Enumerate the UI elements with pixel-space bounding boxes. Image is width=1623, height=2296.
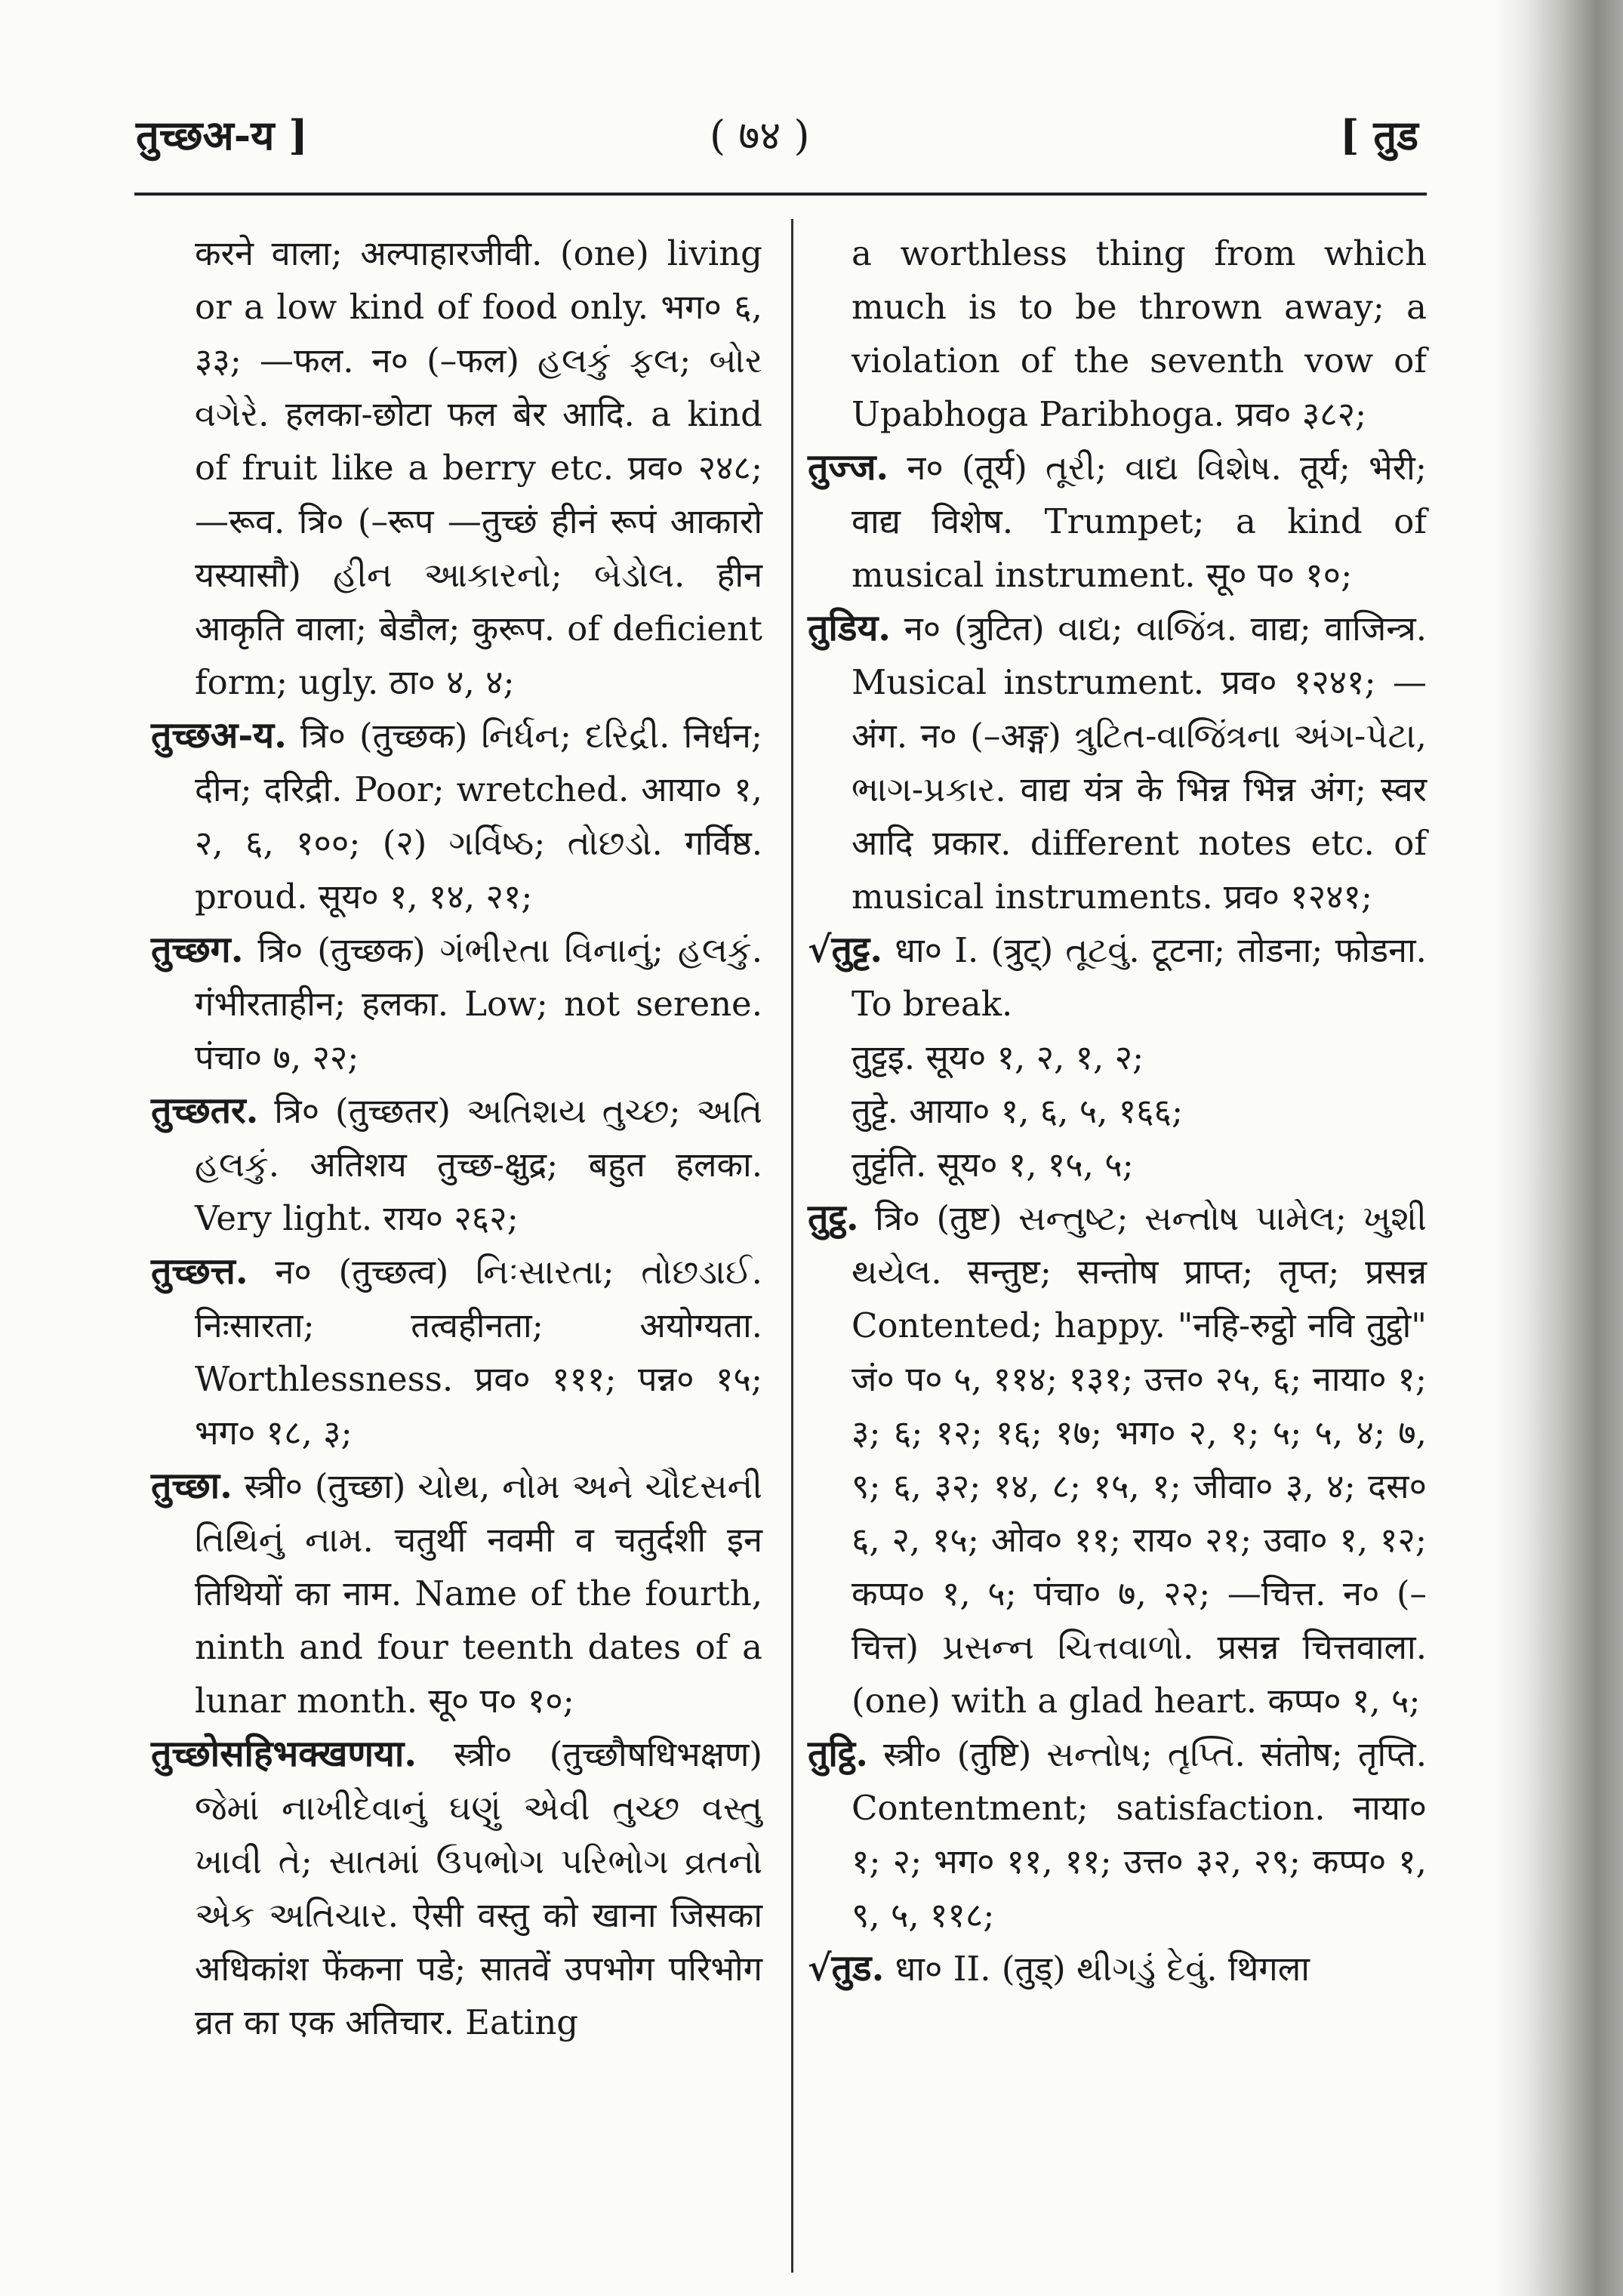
entry-headword: तुडिय. xyxy=(808,607,892,649)
entry-text: त्रि० (तुच्छतर) અતિશય તુચ્છ; અતિ હલકું. अतिशय तुच्छ-क्षुद्र; बहुत हलका. Very light. राय० २६२; xyxy=(195,1091,762,1238)
dictionary-entry xyxy=(151,1084,762,1245)
dictionary-entry xyxy=(151,1459,762,1727)
entry-headword: तुच्छा. xyxy=(151,1465,233,1507)
dictionary-entry xyxy=(808,441,1427,602)
entry-text: त्रि० (तुच्छक) ગંભીરતા વિનાનું; હલકું. गंभीरताहीन; हलका. Low; not serene. पंचा० ७, २२; xyxy=(195,930,762,1077)
entry-text: स्त्री० (तुच्छौषधिभक्षण) જેમાં નાખીદેવાનું ઘણું એવી તુચ્છ વસ્તુ ખાવી તે; સાતમાં ઉપભોગ પરિભોગ વ્રતનો એક અતિચાર. ऐसी वस्तु को खाना जिसका अधिकांश फेंकना पडे; सातवें उपभोग परिभोग व्रत का एक अतिचार. Eating xyxy=(195,1734,762,2042)
dictionary-entry xyxy=(808,1191,1427,1727)
left-column xyxy=(151,227,762,2049)
entry-text: न० (त्रुटित) વાદ્ય; વાજિંત્ર. वाद्य; वाजिन्त्र. Musical instrument. प्रव० १२४१; —अंग. न० (–अङ्ग) ત્રુટિત-વાજિંત્રના અંગ-પેટા, ભાગ-પ્રકાર. वाद्य यंत्र के भिन्न भिन्न अंग; स्वर आदि प्रकार. different notes etc. of musical instruments. प्रव० १२४१; xyxy=(852,609,1427,917)
entry-text: स्त्री० (तुष्टि) સન્તોષ; તૃપ્તિ. संतोष; तृप्ति. Contentment; satisfaction. नाया० १; २; भग० ११, ११; उत्त० ३२, २९; कप्प० १, ९, ५, ११८; xyxy=(852,1734,1427,1935)
entry-text: a worthless thing from which much is to be thrown away; a violation of the seventh vow of Upabhoga Paribhoga. प्रव० ३८२; xyxy=(852,233,1427,434)
entry-text: स्त्री० (तुच्छा) ચોથ, નોમ અને ચૌદસની તિથિનું નામ. चतुर्थी नवमी व चतुर्दशी इन तिथियों का नाम. Name of the fourth, ninth and four teenth dates of a lunar month. सू० प० १०; xyxy=(195,1466,762,1721)
entry-headword: तुज्ज. xyxy=(808,446,889,488)
entry-text: तुट्टइ. सूय० १, २, १, २; xyxy=(852,1037,1144,1077)
right-column xyxy=(808,227,1427,1996)
page-edge-shadow xyxy=(1495,0,1623,2296)
dictionary-entry xyxy=(808,1031,1427,1084)
entry-headword: तुट्ठि. xyxy=(808,1733,868,1775)
entry-text: न० (तूर्य) તૂરી; વાદ્ય વિશેષ. तूर्य; भेरी; वाद्य विशेष. Trumpet; a kind of musical instrument. सू० प० १०; xyxy=(852,448,1427,595)
dictionary-entry xyxy=(808,227,1427,441)
entry-headword: तुच्छोसहिभक्खणया. xyxy=(151,1733,417,1775)
running-head-right: [ तुड xyxy=(1340,111,1419,159)
dictionary-entry xyxy=(151,1245,762,1459)
entry-text: धा० II. (तुड्) થીગડું દેવું. थिगला xyxy=(895,1949,1310,1989)
dictionary-entry xyxy=(808,602,1427,923)
entry-text: न० (तुच्छत्व) નિઃસારતા; તોછડાઈ. निःसारता; तत्वहीनता; अयोग्यता. Worthlessness. प्रव० १११; पन्न० १५; भग० १८, ३; xyxy=(195,1252,762,1453)
entry-text: धा० I. (त्रुट्) તૂટવું. टूटना; तोडना; फोडना. To break. xyxy=(852,930,1427,1024)
column-divider xyxy=(791,219,793,2273)
dictionary-entry xyxy=(151,709,762,923)
dictionary-entry xyxy=(808,1727,1427,1942)
dictionary-entry xyxy=(151,1727,762,2049)
entry-headword: तुच्छअ-य. xyxy=(151,714,287,757)
entry-text: करने वाला; अल्पाहारजीवी. (one) living or a low kind of food only. भग० ६, ३३; —फल. न० (–फल) હલકું ફલ; બોર વગેરે. हलका-छोटा फल बेर आदि. a kind of fruit like a berry etc. प्रव० २४८;—रूव. त्रि० (–रूप —तुच्छं हीनं रूपं आकारो यस्यासौ) હીન આકારનો; બેડોલ. हीन आकृति वाला; बेडौल; कुरूप. of deficient form; ugly. ठा० ४, ४; xyxy=(195,233,762,702)
running-head-left: तुच्छअ-य ] xyxy=(136,111,308,159)
entry-headword: तुट्ठ. xyxy=(808,1197,859,1239)
dictionary-entry xyxy=(808,1942,1427,1996)
dictionary-entry xyxy=(808,1138,1427,1191)
entry-text: तुट्टे. आया० १, ६, ५, १६६; xyxy=(852,1091,1184,1131)
entry-headword: तुच्छत्त. xyxy=(151,1250,248,1293)
entry-text: त्रि० (तुच्छक) નિર્ધન; દરિદ્રી. निर्धन; दीन; दरिद्री. Poor; wretched. आया० १, २, ६, १००; (२) ગર્વિષ્ઠ; તોછડો. गर्विष्ठ. proud. सूय० १, १४, २१; xyxy=(195,716,762,917)
dictionary-entry xyxy=(808,1084,1427,1138)
entry-headword: तुच्छग. xyxy=(151,929,244,971)
dictionary-entry xyxy=(151,227,762,709)
header-rule xyxy=(134,193,1427,196)
entry-text: तुट्टंति. सूय० १, १५, ५; xyxy=(852,1145,1134,1185)
dictionary-entry xyxy=(151,923,762,1084)
page-number: ( ७४ ) xyxy=(710,112,810,159)
dictionary-entry xyxy=(808,923,1427,1031)
entry-headword: √तुड. xyxy=(808,1947,885,1989)
entry-text: त्रि० (तुष्ट) સન્તુષ્ટ; સન્તોષ પામેલ; ખુશી થયેલ. सन्तुष्ट; सन्तोष प्राप्त; तृप्त; प्रसन्न Contented; happy. "नहि-रुट्ठो नवि तुट्ठो" जं० प० ५, ११४; १३१; उत्त० २५, ६; नाया० १; ३; ६; १२; १६; १७; भग० २, १; ५; ५, ४; ७, ९; ६, ३२; १४, ८; १५, १; जीवा० ३, ४; दस० ६, २, १५; ओव० ११; राय० २१; उवा० १, १२; कप्प० १, ५; पंचा० ७, २२; —चित्त. न० (–चित्त) પ્રસન્ન ચિત્તવાળો. प्रसन्न चित्तवाला. (one) with a glad heart. कप्प० १, ५; xyxy=(852,1198,1427,1721)
entry-headword: √तुट्ट. xyxy=(808,929,883,971)
entry-headword: तुच्छतर. xyxy=(151,1089,259,1132)
